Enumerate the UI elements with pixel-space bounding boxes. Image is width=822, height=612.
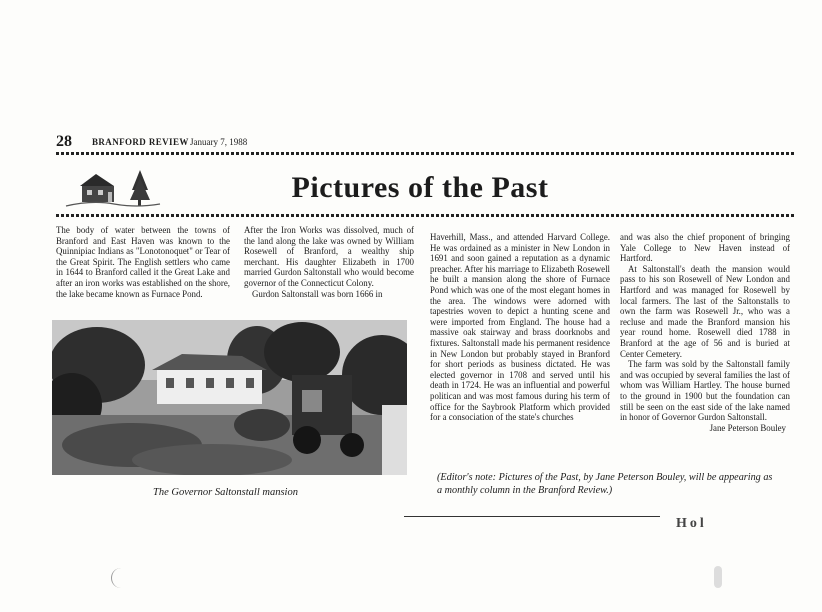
article-column-1 <box>56 225 230 299</box>
photo-caption: The Governor Saltonstall mansion <box>153 487 298 498</box>
binder-hole-mark <box>714 566 722 588</box>
newspaper-name: BRANFORD REVIEW <box>92 137 189 147</box>
paragraph: The body of water between the towns of Branford and East Haven was known to the Quinnipiac Indians as "Lonotonoquet" or Tear of the Great Spirit. The English settlers who came in 1644 to Branford called it the Great Lake and after an iron works was established on the shore, the lake became known as Furnace Pond. <box>56 225 230 299</box>
article-column-3 <box>430 232 610 423</box>
paragraph: Haverhill, Mass., and attended Harvard College. He was ordained as a minister in New London in 1691 and soon gained a reputation as a dynamic preacher. After his marriage to Elizabeth Rosewell he built a mansion along the shore of Furnace Pond which was one of the most elegant homes in the area. The windows were adorned with tapestries woven to depict a hunting scene and were imported from England. The house had a massive oak stairway and brass doorknobs and fixtures. Saltonstall made his permanent residence in New London but probably stayed in Branford for short periods as business dictated. He was elected governor in 1708 and served until his death in 1724. He was an influential and powerful politican and was most famous during his term of office for the Saybrook Platform which provided for a consociation of the state's churches <box>430 232 610 423</box>
binder-hole-mark <box>111 568 122 588</box>
next-article-headline-fragment: Hol <box>676 516 707 531</box>
paragraph: At Saltonstall's death the mansion would pass to his son Rosewell of New London and Hartford and was managed for Rosewell by local farmers. The last of the Saltonstalls to own the farm was Rosewell Jr., who was a recluse and made the Branford mansion his year round home. Rosewell died 1788 in Branford at the age of 56 and is buried at Center Cemetery. <box>620 263 790 359</box>
page-number: 28 <box>56 133 72 150</box>
header-rule <box>56 152 794 155</box>
paragraph: Gurdon Saltonstall was born 1666 in <box>252 288 383 299</box>
article-column-2 <box>244 225 414 299</box>
bottom-rule <box>404 516 660 517</box>
paragraph: The farm was sold by the Saltonstall family and was occupied by several families the last of whom was William Hartley. The house burned to the ground in 1900 but the foundation can still be seen on the east side of the lake named in honor of Governor Gurdon Saltonstall. <box>620 359 790 423</box>
issue-date: January 7, 1988 <box>190 137 248 147</box>
paragraph: After the Iron Works was dissolved, much of the land along the lake was owned by William Rosewell of Branford, a wealthy ship merchant. His daughter Elizabeth in 1700 married Gurdon Saltonstall who would become governor of the Connecticut Colony. <box>244 225 414 288</box>
title-rule <box>56 214 794 217</box>
paragraph: and was also the chief proponent of bringing Yale College to New Haven instead of Hartford. <box>620 232 790 264</box>
byline: Jane Peterson Bouley <box>709 422 786 433</box>
mansion-photo <box>52 320 407 475</box>
article-title: Pictures of the Past <box>291 171 549 204</box>
article-column-4 <box>620 232 790 433</box>
old-house-sketch-logo <box>62 164 162 212</box>
editors-note: (Editor's note: Pictures of the Past, by Jane Peterson Bouley, will be appearing as a monthly column in the Branford Review.) <box>437 472 773 496</box>
